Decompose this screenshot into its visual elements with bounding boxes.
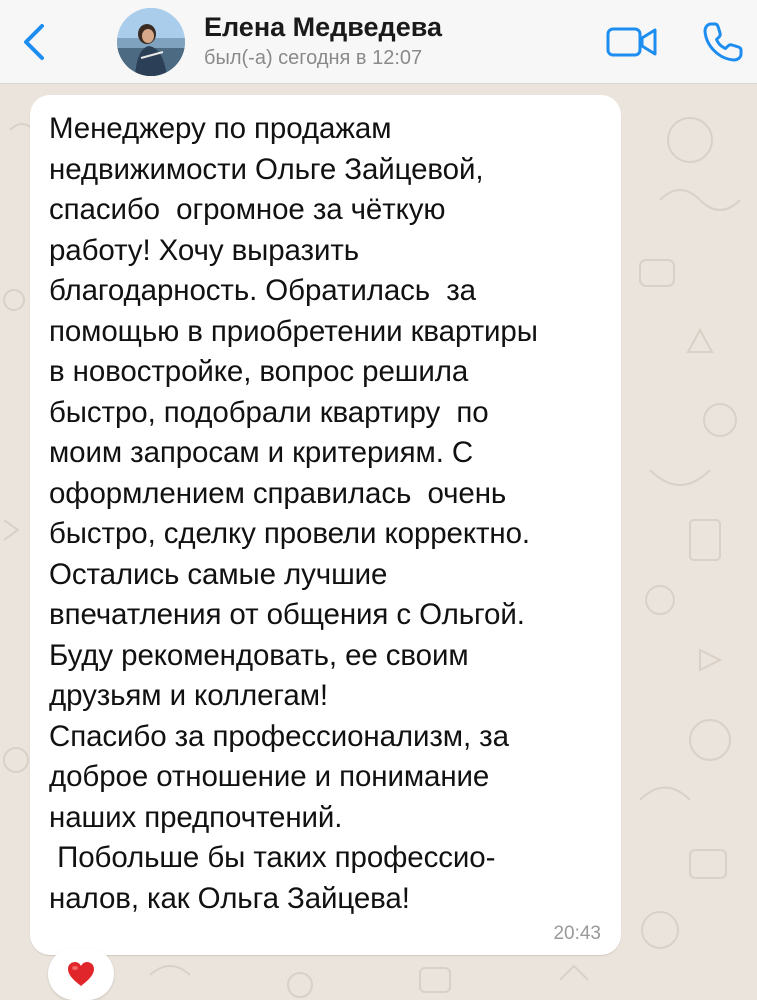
reaction-badge[interactable] [48, 948, 114, 1000]
contact-info[interactable] [204, 10, 442, 71]
video-camera-icon [606, 26, 658, 58]
chat-header [0, 0, 757, 84]
message-bubble[interactable] [30, 95, 621, 955]
message-timestamp: 20:43 [553, 923, 601, 944]
back-button[interactable] [16, 18, 56, 66]
contact-avatar[interactable] [117, 8, 185, 76]
last-seen-status: был(-а) сегодня в 12:07 [204, 47, 423, 69]
heart-icon [66, 960, 96, 988]
phone-icon [701, 20, 745, 64]
voice-call-button[interactable] [701, 20, 745, 64]
contact-name: Елена Медведева [204, 12, 442, 42]
video-call-button[interactable] [606, 26, 658, 58]
avatar-photo [117, 8, 185, 76]
message-text: Менеджеру по продажам недвижимости Ольге Зайцевой, спасибо огромное за чёткую работу! Хочу выразить благодарность. Обратилась за помощью в приобретении квартиры в новостройке, вопрос решила быстро, подобрали квартиру по моим запросам и критериям. С оформлением справилась очень быстро, сделку провели корректно. Остались самые лучшие впечатления от общения с Ольгой. Буду рекомендовать, ее своим друзьям и коллегам! Спасибо за профессионализм, за доброе отношение и понимание наших предпочтений. Побольше бы таких профессио- налов, как Ольга Зайцева! [49, 112, 538, 915]
chevron-left-icon [16, 18, 56, 66]
